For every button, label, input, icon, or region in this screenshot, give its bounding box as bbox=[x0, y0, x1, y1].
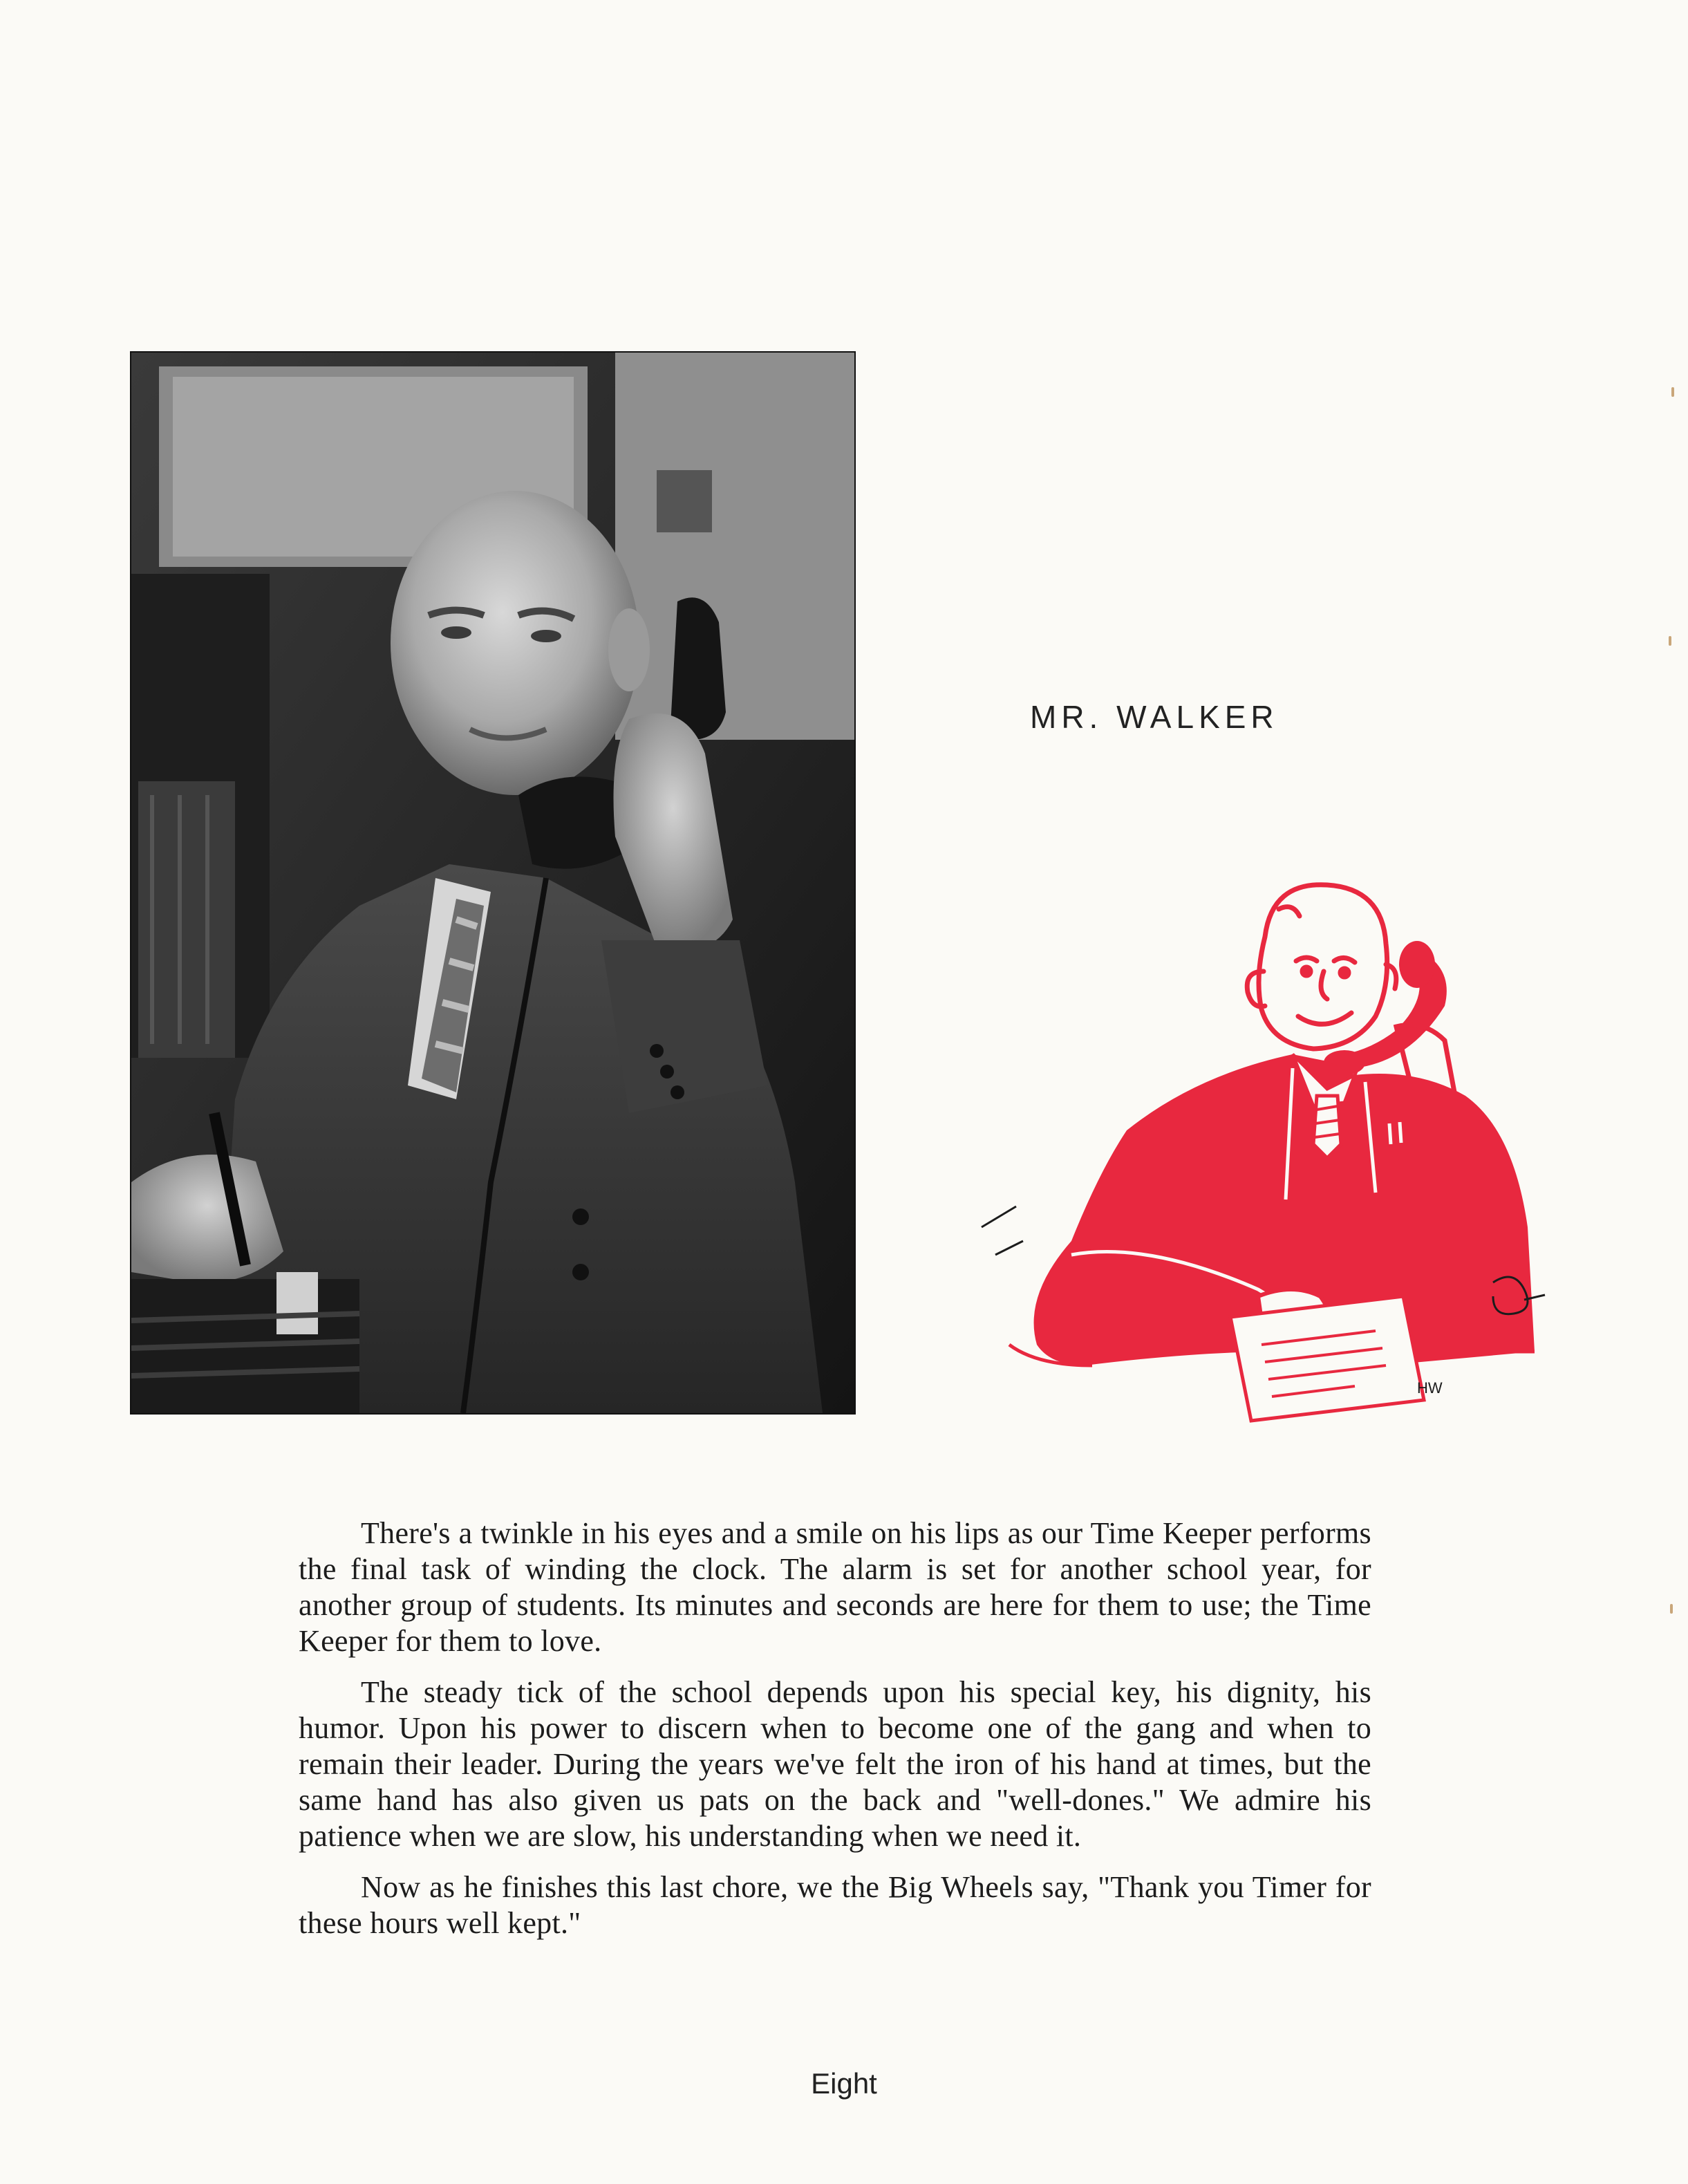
artist-signature: HW bbox=[1417, 1379, 1443, 1397]
article-body bbox=[299, 1515, 1371, 1957]
cartoon-man-on-telephone-icon bbox=[968, 868, 1562, 1435]
article-paragraph: There's a twinkle in his eyes and a smile on his lips as our Time Keeper performs the final task of winding the clock. The alarm is set for another school year, for another group of students. Its minutes and seconds are here for them to use; the Time Keeper for them to love. bbox=[299, 1516, 1371, 1658]
page-speck bbox=[1671, 387, 1674, 397]
article-paragraph: Now as he finishes this last chore, we the Big Wheels say, "Thank you Timer for these hours well kept." bbox=[299, 1870, 1371, 1940]
man-on-telephone-photo-icon bbox=[131, 353, 854, 1413]
article-paragraph: The steady tick of the school depends upon his special key, his dignity, his humor. Upon his power to discern when to become one of the gang and when to remain their leader. During the years we've felt the iron of his hand at times, but the same hand has also given us pats on the back and "well-dones." We admire his patience when we are slow, his understanding when we need it. bbox=[299, 1675, 1371, 1853]
portrait-photo bbox=[131, 353, 854, 1413]
page-number: Eight bbox=[811, 2067, 877, 2100]
cartoon-illustration bbox=[968, 868, 1562, 1435]
page-speck bbox=[1670, 1604, 1673, 1614]
caption-name: MR. WALKER bbox=[1030, 699, 1279, 735]
page-speck bbox=[1669, 636, 1671, 646]
